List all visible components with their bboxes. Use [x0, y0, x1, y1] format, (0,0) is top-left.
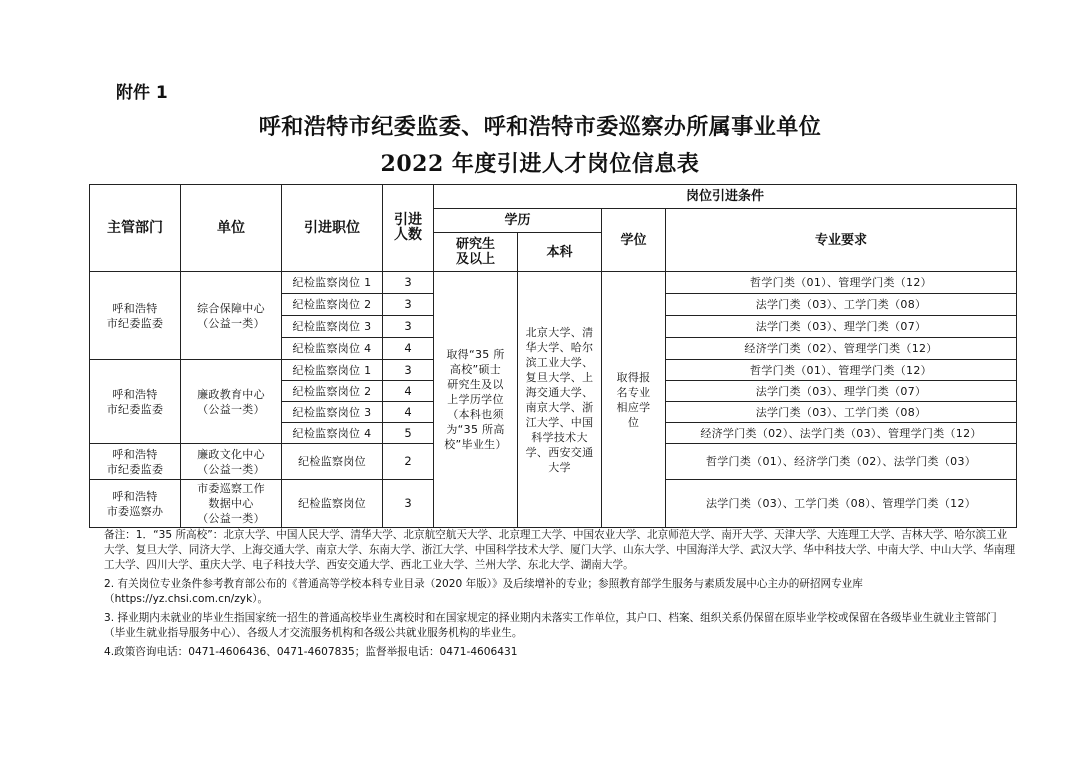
position-cell: 纪检监察岗位 4 — [282, 338, 383, 360]
major-cell: 法学门类（03）、理学门类（07） — [666, 381, 1017, 402]
dept-cell: 呼和浩特 市纪委监委 — [90, 444, 181, 480]
position-cell: 纪检监察岗位 — [282, 480, 383, 528]
count-cell: 3 — [383, 272, 434, 294]
header-dept: 主管部门 — [90, 185, 181, 272]
position-cell: 纪检监察岗位 2 — [282, 294, 383, 316]
count-cell: 3 — [383, 360, 434, 381]
note-2: 2. 有关岗位专业条件参考教育部公布的《普通高等学校本科专业目录（2020 年版）》及后续增补的专业；参照教育部学生服务与素质发展中心主办的研招网专业库（https://yz.chsi.com.cn/zyk）。 — [104, 578, 863, 605]
document-subtitle: 2022 年度引进人才岗位信息表 — [380, 151, 700, 177]
document-title: 呼和浩特市纪委监委、呼和浩特市委巡察办所属事业单位 — [258, 114, 822, 140]
position-cell: 纪检监察岗位 2 — [282, 381, 383, 402]
count-cell: 3 — [383, 316, 434, 338]
count-cell: 3 — [383, 294, 434, 316]
header-major: 专业要求 — [666, 209, 1017, 272]
undergrad-requirement-cell: 北京大学、清 华大学、哈尔 滨工业大学、 复旦大学、上 海交通大学、 南京大学、浙 江大学、中国 科学技术大 学、西安交通 大学 — [518, 272, 602, 528]
major-cell: 哲学门类（01）、管理学门类（12） — [666, 360, 1017, 381]
header-conditions: 岗位引进条件 — [434, 185, 1017, 209]
header-count: 引进 人数 — [383, 185, 434, 272]
major-cell: 哲学门类（01）、经济学门类（02）、法学门类（03） — [666, 444, 1017, 480]
header-undergrad: 本科 — [518, 233, 602, 272]
count-cell: 4 — [383, 338, 434, 360]
header-degree: 学位 — [602, 209, 666, 272]
position-cell: 纪检监察岗位 3 — [282, 316, 383, 338]
position-cell: 纪检监察岗位 — [282, 444, 383, 480]
major-cell: 经济学门类（02）、法学门类（03）、管理学门类（12） — [666, 423, 1017, 444]
dept-cell: 呼和浩特 市委巡察办 — [90, 480, 181, 528]
unit-cell: 市委巡察工作 数据中心 （公益一类） — [181, 480, 282, 528]
unit-cell: 廉政教育中心 （公益一类） — [181, 360, 282, 444]
header-grad: 研究生 及以上 — [434, 233, 518, 272]
major-cell: 经济学门类（02）、管理学门类（12） — [666, 338, 1017, 360]
count-cell: 4 — [383, 381, 434, 402]
position-cell: 纪检监察岗位 4 — [282, 423, 383, 444]
count-cell: 5 — [383, 423, 434, 444]
unit-cell: 综合保障中心 （公益一类） — [181, 272, 282, 360]
position-cell: 纪检监察岗位 1 — [282, 272, 383, 294]
notes-section — [104, 528, 1016, 664]
major-cell: 法学门类（03）、理学门类（07） — [666, 316, 1017, 338]
major-cell: 法学门类（03）、工学门类（08） — [666, 402, 1017, 423]
count-cell: 2 — [383, 444, 434, 480]
header-position: 引进职位 — [282, 185, 383, 272]
attachment-label: 附件 1 — [116, 83, 168, 103]
count-cell: 4 — [383, 402, 434, 423]
position-cell: 纪检监察岗位 3 — [282, 402, 383, 423]
count-cell: 3 — [383, 480, 434, 528]
major-cell: 法学门类（03）、工学门类（08）、管理学门类（12） — [666, 480, 1017, 528]
note-1: 备注：1．“35 所高校”：北京大学、中国人民大学、清华大学、北京航空航天大学、北京理工大学、中国农业大学、北京师范大学、南开大学、天津大学、大连理工大学、吉林大学、哈尔滨工业大学、复旦大学、同济大学、上海交通大学、南京大学、东南大学、浙江大学、中国科学技术大学、厦门大学、山东大学、中国海洋大学、武汉大学、华中科技大学、中南大学、中山大学、华南理工大学、四川大学、重庆大学、电子科技大学、西安交通大学、西北工业大学、兰州大学、东北大学、湖南大学。 — [104, 529, 1016, 571]
grad-requirement-cell: 取得“35 所 高校”硕士 研究生及以 上学历学位 （本科也须 为“35 所高 校”毕业生） — [434, 272, 518, 528]
dept-cell: 呼和浩特 市纪委监委 — [90, 360, 181, 444]
position-info-table — [89, 184, 1017, 528]
major-cell: 法学门类（03）、工学门类（08） — [666, 294, 1017, 316]
dept-cell: 呼和浩特 市纪委监委 — [90, 272, 181, 360]
position-cell: 纪检监察岗位 1 — [282, 360, 383, 381]
header-unit: 单位 — [181, 185, 282, 272]
header-education: 学历 — [434, 209, 602, 233]
major-cell: 哲学门类（01）、管理学门类（12） — [666, 272, 1017, 294]
degree-requirement-cell: 取得报 名专业 相应学 位 — [602, 272, 666, 528]
unit-cell: 廉政文化中心 （公益一类） — [181, 444, 282, 480]
note-4: 4.政策咨询电话：0471-4606436、0471-4607835；监督举报电话：0471-4606431 — [104, 646, 518, 658]
note-3: 3. 择业期内未就业的毕业生指国家统一招生的普通高校毕业生离校时和在国家规定的择业期内未落实工作单位，其户口、档案、组织关系仍保留在原毕业学校或保留在各级毕业生就业主管部门（毕业生就业指导服务中心）、各级人才交流服务机构和各级公共就业服务机构的毕业生。 — [104, 612, 997, 639]
